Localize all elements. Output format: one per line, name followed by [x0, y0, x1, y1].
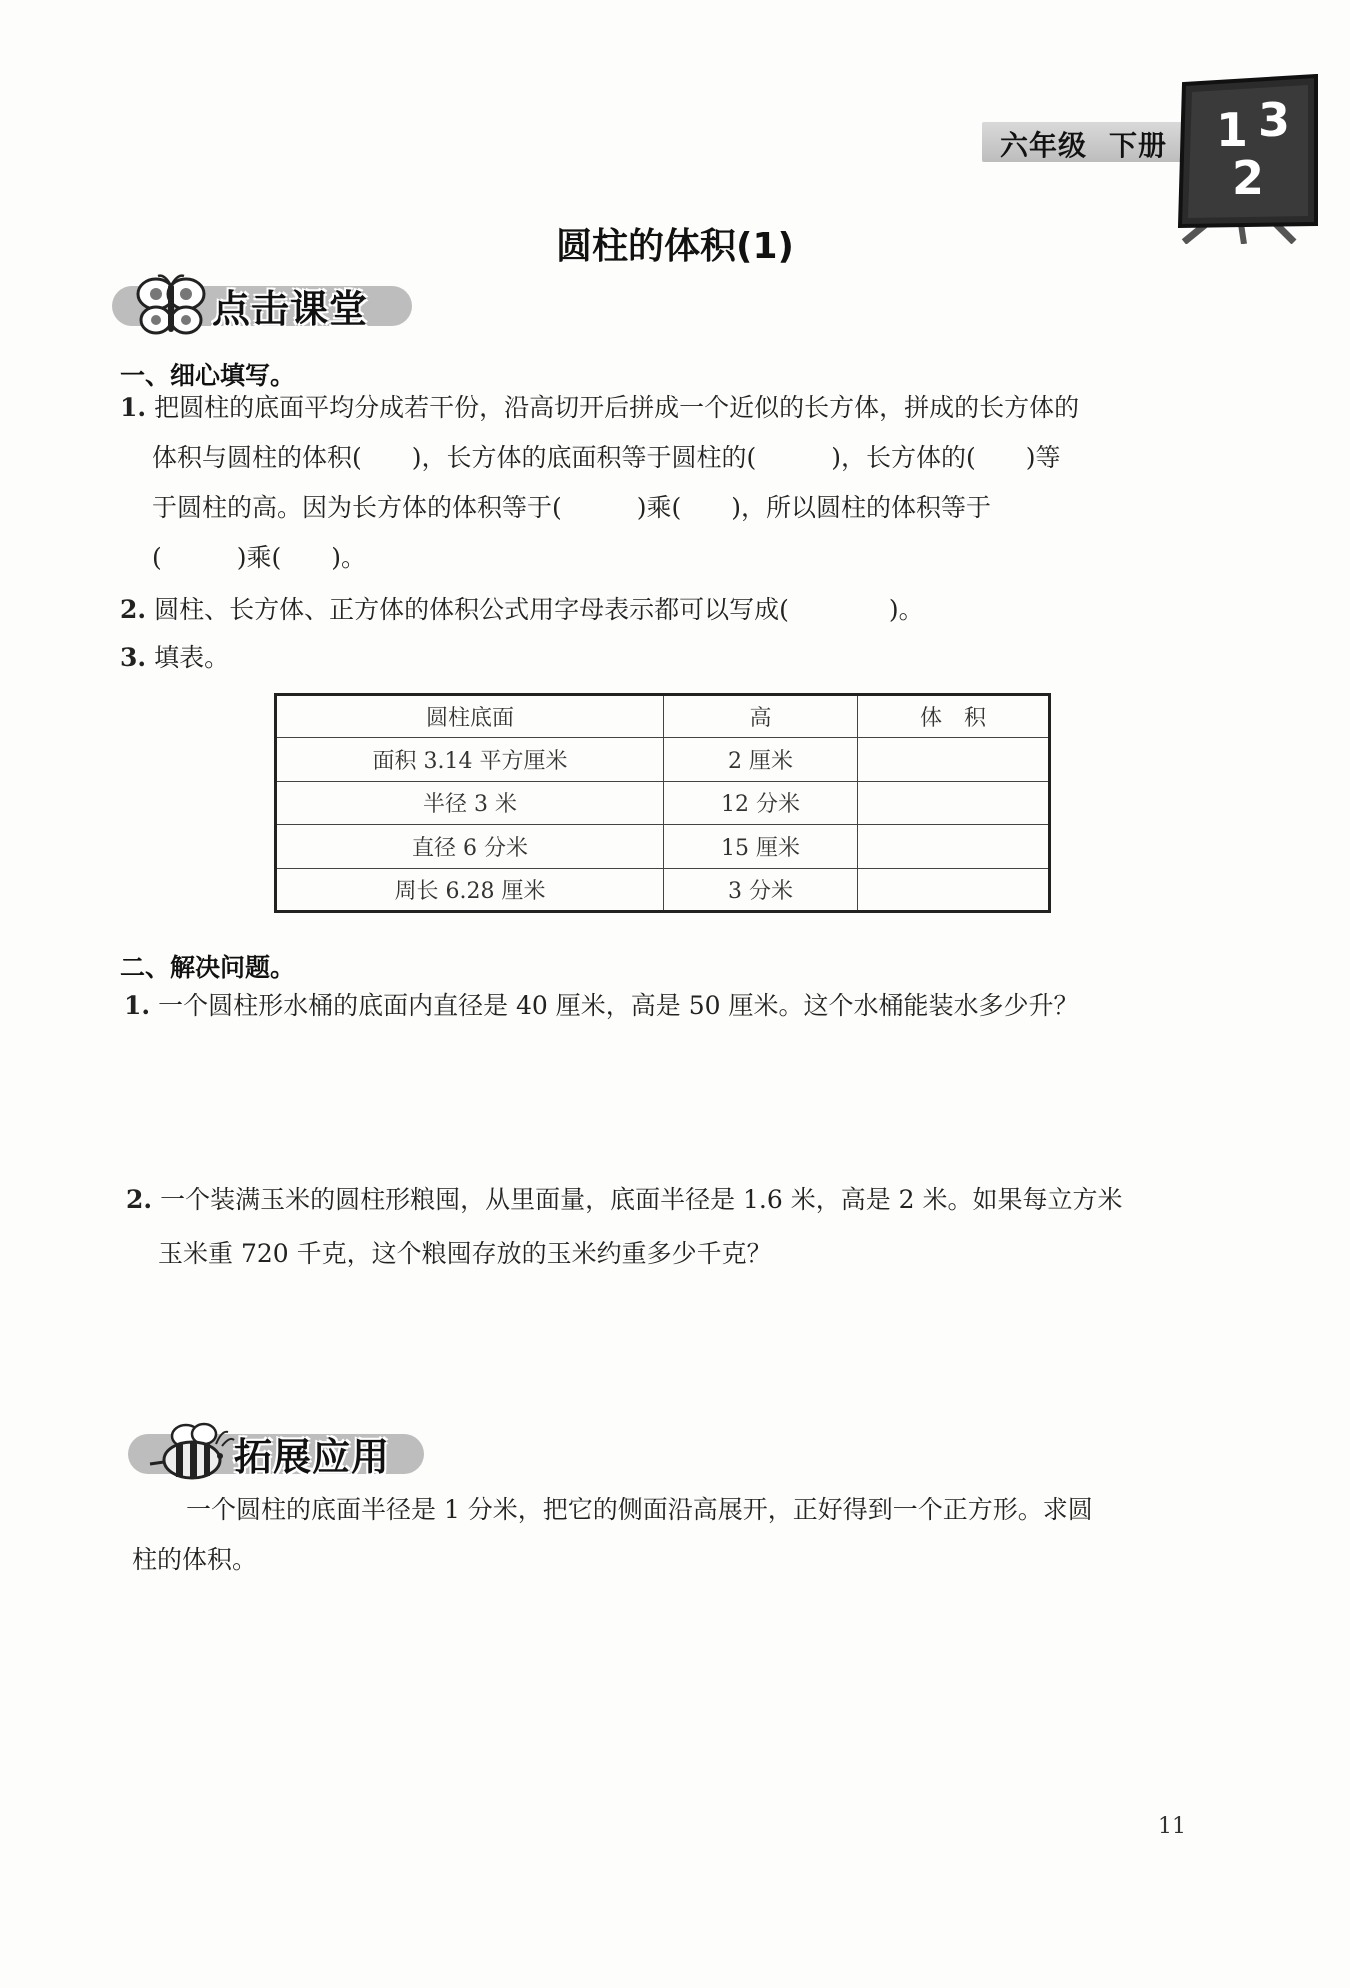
part2-heading: 二、解决问题。 — [120, 953, 296, 982]
bee-icon — [146, 1418, 236, 1486]
table-header: 体 积 — [858, 695, 1050, 738]
badge-digit-1: 1 — [1216, 103, 1249, 157]
question-1-2 — [120, 586, 924, 634]
question-2-1 — [124, 982, 1078, 1030]
extension-line: 一个圆柱的底面半径是 1 分米，把它的侧面沿高展开，正好得到一个正方形。求圆 — [186, 1495, 1093, 1524]
question-text: 圆柱、长方体、正方体的体积公式用字母表示都可以写成( )。 — [154, 595, 924, 624]
question-line: 玉米重 720 千克，这个粮囤存放的玉米约重多少千克？ — [158, 1239, 772, 1268]
table-cell: 半径 3 米 — [276, 781, 664, 824]
question-number: 1. — [124, 991, 151, 1020]
table-cell: 15 厘米 — [664, 825, 858, 868]
question-number: 1. — [120, 393, 147, 422]
table-header-row — [276, 695, 1050, 738]
question-line: ( )乘( )。 — [152, 543, 367, 572]
answer-cell[interactable] — [858, 781, 1050, 824]
table-row — [276, 781, 1050, 824]
table-cell: 12 分米 — [664, 781, 858, 824]
answer-cell[interactable] — [858, 738, 1050, 781]
table-cell: 3 分米 — [664, 868, 858, 911]
question-text: 填表。 — [154, 643, 230, 672]
page-number: 11 — [1158, 1814, 1186, 1839]
grade-text: 六年级 — [1000, 129, 1088, 162]
table-row — [276, 738, 1050, 781]
question-2-2 — [126, 1176, 1123, 1224]
table-row — [276, 825, 1050, 868]
table-header: 圆柱底面 — [276, 695, 664, 738]
table-cell: 直径 6 分米 — [276, 825, 664, 868]
question-line: 体积与圆柱的体积( )，长方体的底面积等于圆柱的( )，长方体的( )等 — [152, 443, 1061, 472]
banner-text: 点击课堂 — [212, 287, 369, 331]
question-line: 把圆柱的底面平均分成若干份，沿高切开后拼成一个近似的长方体，拼成的长方体的 — [154, 393, 1080, 422]
butterfly-icon — [134, 274, 208, 338]
table-header: 高 — [664, 695, 858, 738]
answer-cell[interactable] — [858, 825, 1050, 868]
volume-text: 下册 — [1109, 129, 1168, 162]
section-banner-extension — [128, 1424, 438, 1480]
answer-cell[interactable] — [858, 868, 1050, 911]
badge-digit-2: 2 — [1232, 151, 1265, 205]
question-number: 3. — [120, 643, 147, 672]
question-number: 2. — [120, 595, 147, 624]
section-banner-classroom — [112, 276, 422, 332]
grade-label — [1000, 124, 1189, 164]
question-line: 一个装满玉米的圆柱形粮囤，从里面量，底面半径是 1.6 米，高是 2 米。如果每立方米 — [160, 1185, 1123, 1214]
banner-text: 拓展应用 — [234, 1435, 391, 1479]
table-row — [276, 868, 1050, 911]
fill-table — [274, 693, 1051, 913]
extension-line: 柱的体积。 — [132, 1545, 258, 1574]
page-title: 圆柱的体积(1) — [556, 226, 794, 267]
table-cell: 面积 3.14 平方厘米 — [276, 738, 664, 781]
table-cell: 2 厘米 — [664, 738, 858, 781]
part1-heading: 一、细心填写。 — [120, 361, 296, 390]
badge-digit-3: 3 — [1258, 93, 1291, 147]
question-number: 2. — [126, 1185, 153, 1214]
question-line: 于圆柱的高。因为长方体的体积等于( )乘( )，所以圆柱的体积等于 — [152, 493, 992, 522]
table-cell: 周长 6.28 厘米 — [276, 868, 664, 911]
question-1-3 — [120, 634, 229, 682]
question-text: 一个圆柱形水桶的底面内直径是 40 厘米，高是 50 厘米。这个水桶能装水多少升？ — [158, 991, 1079, 1020]
question-1-1 — [120, 384, 1079, 432]
